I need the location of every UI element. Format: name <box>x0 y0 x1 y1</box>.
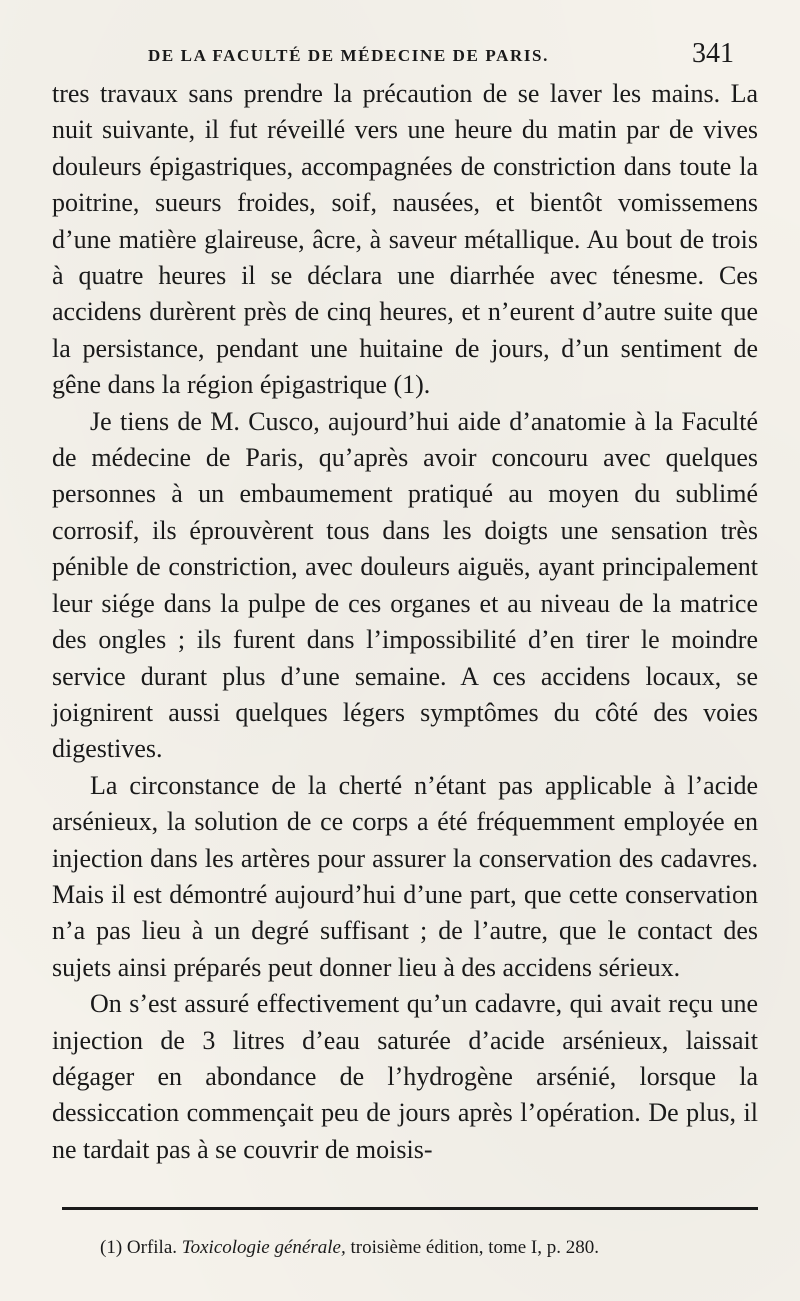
footnote-marker: (1) <box>100 1237 123 1258</box>
footnote-divider <box>62 1207 758 1210</box>
paragraph-continued: tres travaux sans prendre la précaution de se laver les mains. La nuit suivante, il fut réveillé vers une heure du matin par de vives douleurs épigastriques, accompagnées de constriction dans toute la poitrine, sueurs froides, soif, nausées, et bientôt vomissemens d’une matière glaireuse, âcre, à saveur métallique. Au bout de trois à quatre heures il se déclara une diarrhée avec ténesme. Ces accidens durèrent près de cinq heures, et n’eurent d’autre suite que la persistance, pendant une huitaine de jours, d’un sentiment de gêne dans la région épigastrique (1). <box>52 79 758 400</box>
paragraph-arsenious-acid: La circonstance de la cherté n’étant pas applicable à l’acide arsénieux, la solution de ce corps a été fréquemment employée en injection dans les artères pour assurer la conservation des cadavres. Mais il est démontré aujourd’hui d’une part, que cette conservation n’a pas lieu à un degré suffisant ; de l’autre, que le contact des sujets ainsi préparés peut donner lieu à des accidens sérieux. <box>52 770 758 982</box>
paragraph-cadaver-injection: On s’est assuré effectivement qu’un cadavre, qui avait reçu une injection de 3 litres d’eau saturée d’acide arsénieux, laissait dégager en abondance de l’hydrogène arsénié, lorsque la dessiccation commençait peu de jours après l’opération. De plus, il ne tardait pas à se couvrir de moisis- <box>52 989 758 1164</box>
running-header <box>148 40 768 76</box>
footnote <box>100 1236 760 1260</box>
body-text <box>52 76 758 1168</box>
running-title: DE LA FACULTÉ DE MÉDECINE DE PARIS. <box>148 46 549 65</box>
footnote-details: troisième édition, tome I, p. 280. <box>350 1237 600 1258</box>
footnote-work-title: Toxicologie générale, <box>181 1237 346 1258</box>
page-number: 341 <box>692 38 734 69</box>
paragraph-cusco: Je tiens de M. Cusco, aujourd’hui aide d’anatomie à la Faculté de médecine de Paris, qu’après avoir concouru avec quelques personnes à un embaumement pratiqué au moyen du sublimé corrosif, ils éprouvèrent tous dans les doigts une sensation très pénible de constriction, avec douleurs aiguës, ayant principalement leur siége dans la pulpe de ces organes et au niveau de la matrice des ongles ; ils furent dans l’impossibilité d’en tirer le moindre service durant plus d’une semaine. A ces accidens locaux, se joignirent aussi quelques légers symptômes du côté des voies digestives. <box>52 406 758 764</box>
footnote-author: Orfila. <box>126 1237 178 1258</box>
